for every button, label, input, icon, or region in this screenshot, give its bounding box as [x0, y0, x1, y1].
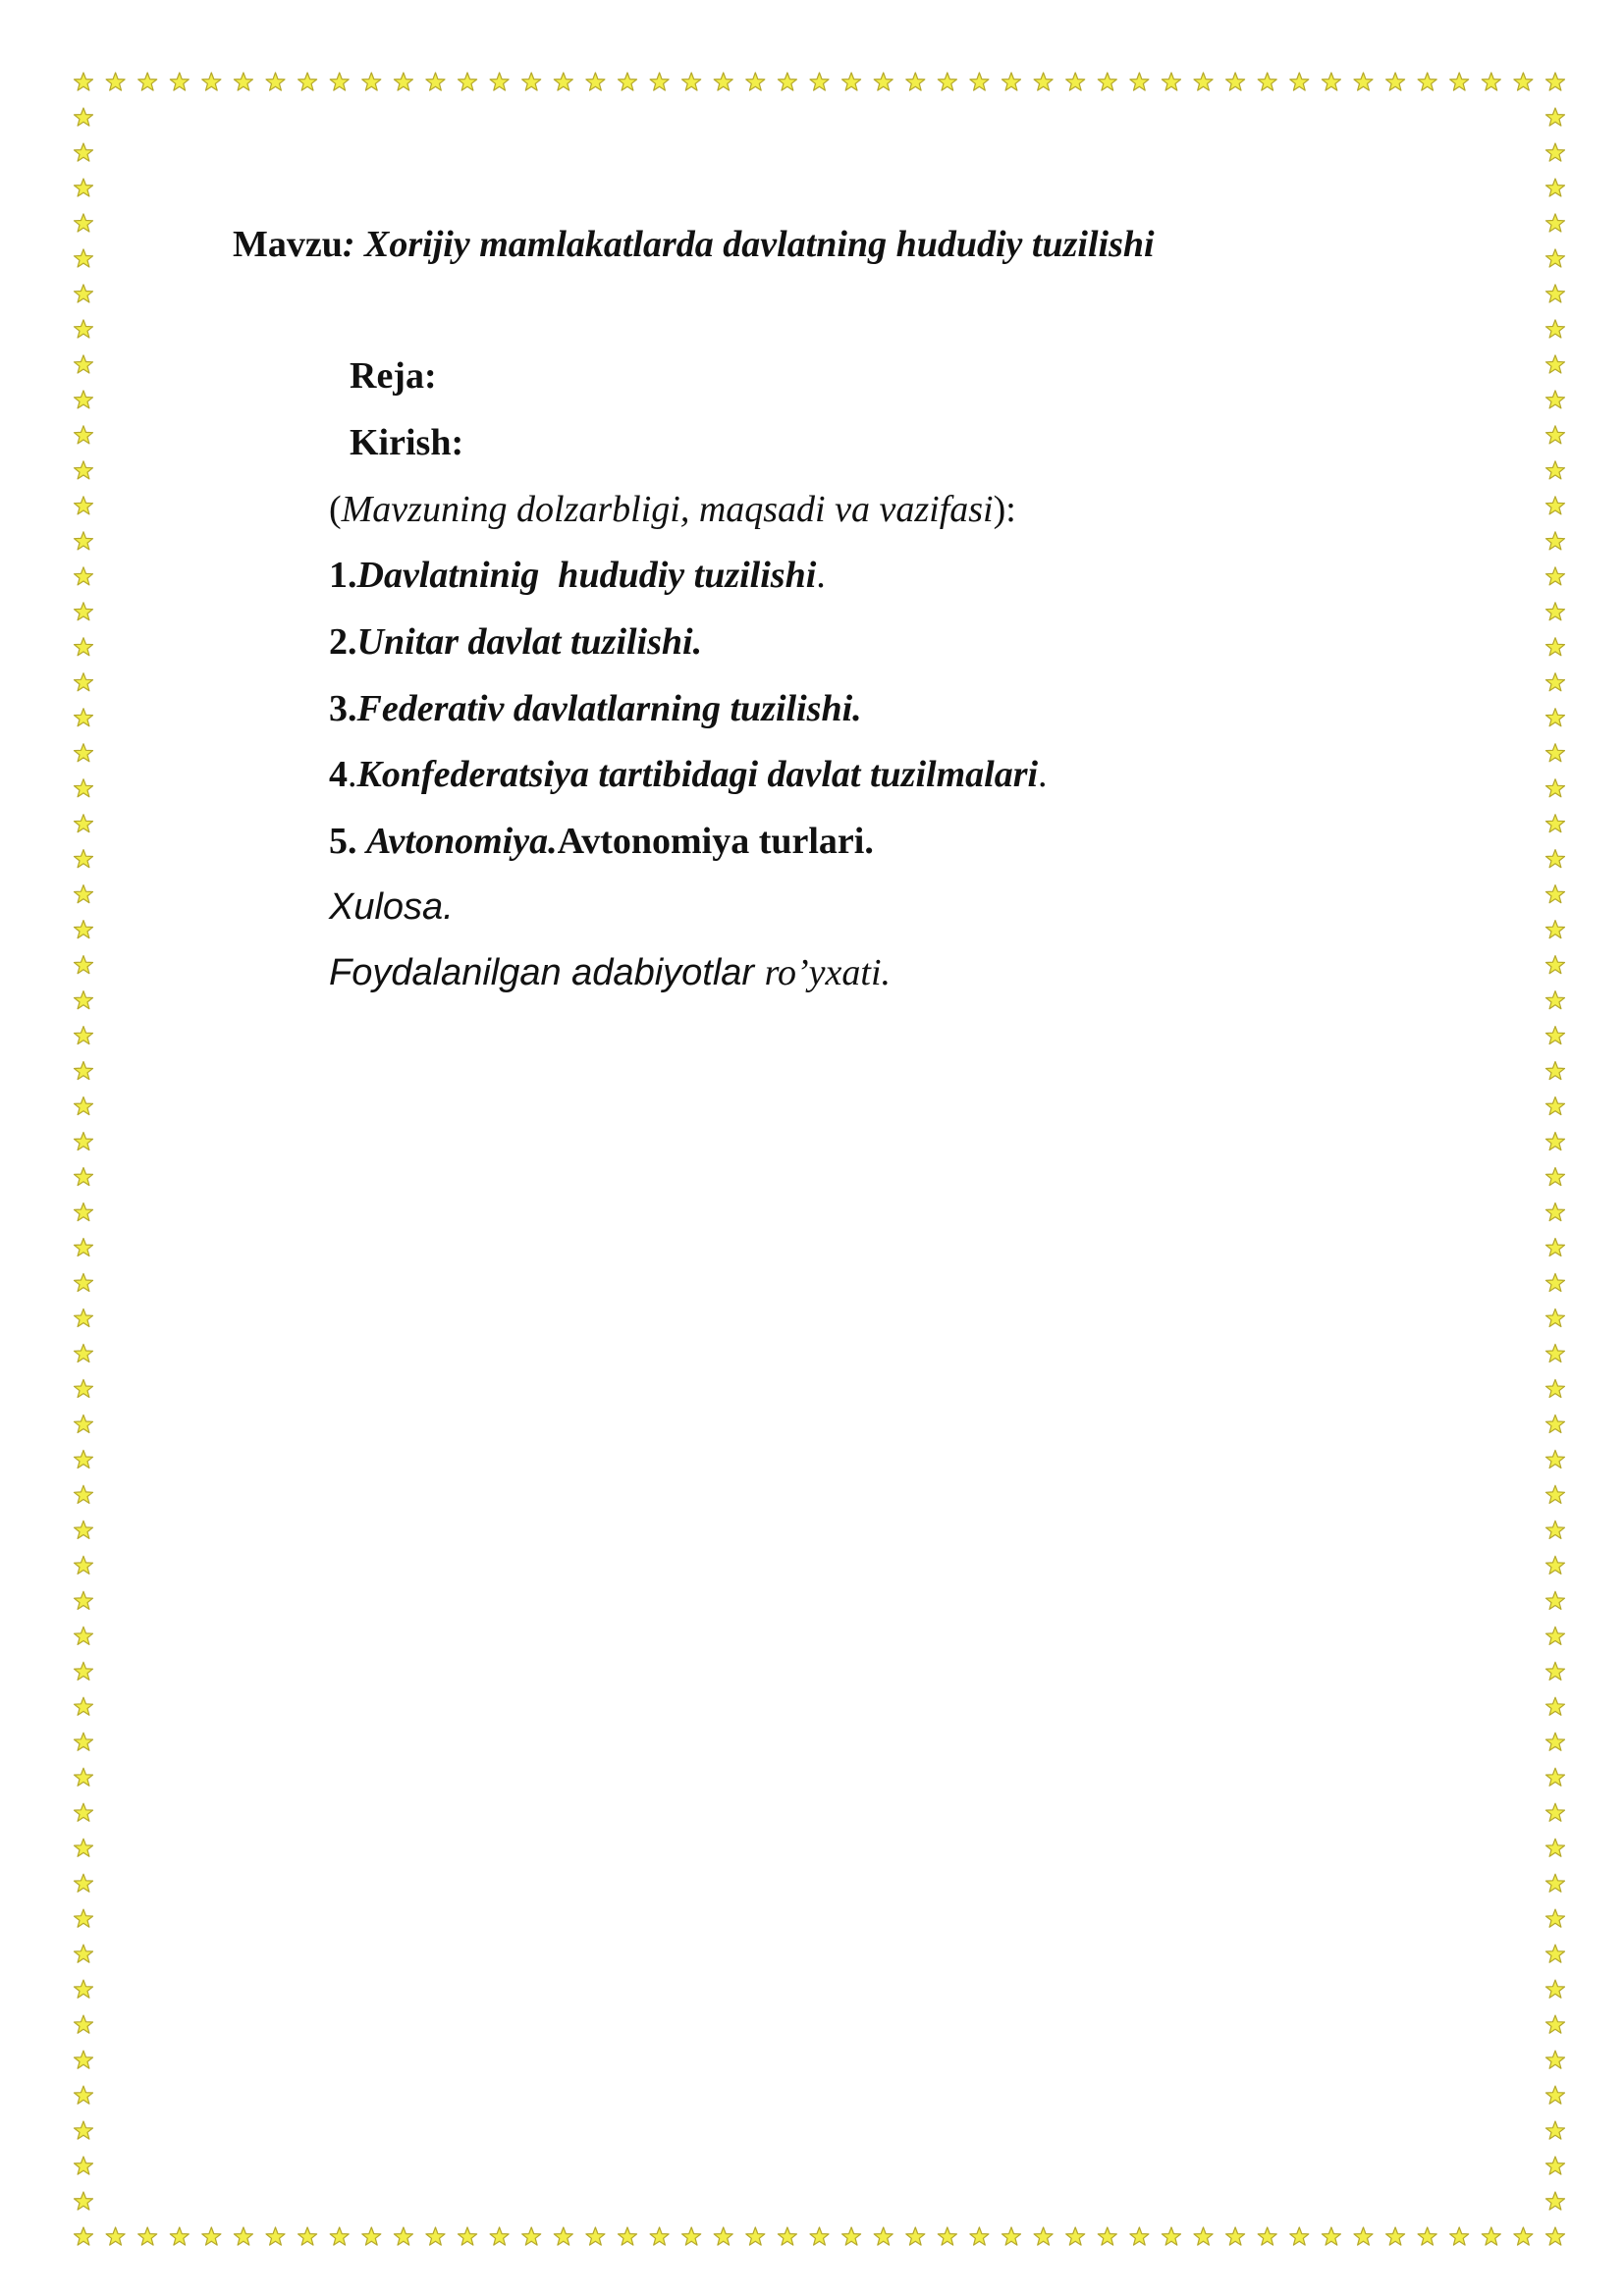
star-icon [1002, 2227, 1021, 2245]
plan-item-text: Davlatninig hududiy tuzilishi [356, 555, 817, 596]
star-icon [1546, 285, 1565, 302]
star-icon [938, 73, 956, 90]
star-icon [1546, 1591, 1565, 1609]
star-icon [1546, 603, 1565, 620]
star-icon [459, 73, 477, 90]
star-icon [586, 2227, 605, 2245]
star-icon [1066, 2227, 1085, 2245]
star-icon [75, 1874, 93, 1892]
star-icon [75, 143, 93, 161]
star-icon [1290, 73, 1309, 90]
star-icon [1098, 2227, 1116, 2245]
star-icon [202, 2227, 221, 2245]
star-icon [75, 391, 93, 408]
star-icon [1546, 1273, 1565, 1291]
plan-item-number: 1. [329, 555, 357, 596]
star-icon [138, 2227, 157, 2245]
star-icon [1386, 73, 1405, 90]
star-icon [1130, 2227, 1149, 2245]
star-icon [75, 461, 93, 479]
star-icon [1546, 2192, 1565, 2210]
intro-heading: Kirish: [350, 422, 464, 463]
star-icon [75, 1415, 93, 1432]
star-icon [75, 1379, 93, 1397]
star-icon [75, 1062, 93, 1080]
star-icon [1546, 709, 1565, 726]
star-icon [459, 2227, 477, 2245]
star-icon [1066, 73, 1085, 90]
star-icon [1546, 2121, 1565, 2139]
star-icon [75, 2157, 93, 2174]
star-icon [75, 1591, 93, 1609]
star-icon [426, 2227, 445, 2245]
star-icon [75, 1133, 93, 1150]
plan-item-5 [329, 823, 874, 860]
star-icon [1546, 73, 1565, 90]
star-icon [75, 1733, 93, 1750]
star-icon [490, 73, 509, 90]
plan-item-1 [329, 557, 826, 594]
title-label: Mavzu [233, 224, 343, 265]
star-icon [138, 73, 157, 90]
star-icon [1546, 1556, 1565, 1574]
star-icon [1546, 426, 1565, 444]
star-icon [1546, 2015, 1565, 2033]
star-icon [75, 1839, 93, 1856]
star-icon [842, 2227, 861, 2245]
star-icon [75, 2015, 93, 2033]
plan-item-suffix: . [816, 555, 826, 596]
plan-item-dot: . [348, 754, 357, 795]
conclusion: Xulosa. [329, 886, 454, 928]
star-icon [1354, 2227, 1373, 2245]
star-icon [1546, 1874, 1565, 1892]
plan-item-3 [329, 690, 862, 727]
star-icon [75, 673, 93, 691]
star-icon [1546, 1839, 1565, 1856]
star-icon [1546, 391, 1565, 408]
star-icon [1546, 179, 1565, 196]
star-icon [1546, 779, 1565, 797]
star-icon [75, 956, 93, 974]
star-icon [1546, 214, 1565, 232]
star-icon [682, 2227, 701, 2245]
plan-item-text: Unitar davlat tuzilishi. [356, 621, 703, 663]
star-icon [1130, 73, 1149, 90]
star-icon [1546, 1697, 1565, 1715]
plan-item-number: 3. [329, 688, 357, 729]
star-icon [75, 2086, 93, 2104]
star-icon [75, 1027, 93, 1044]
plan-item-2 [329, 623, 702, 661]
star-icon [1514, 73, 1533, 90]
star-icon [1258, 2227, 1276, 2245]
star-icon [75, 285, 93, 302]
plan-item-text: Federativ davlatlarning tuzilishi. [356, 688, 862, 729]
star-icon [810, 73, 829, 90]
star-icon [1418, 2227, 1436, 2245]
star-icon [75, 885, 93, 903]
star-icon [1322, 2227, 1340, 2245]
star-icon [75, 921, 93, 938]
star-icon [75, 709, 93, 726]
star-icon [75, 1273, 93, 1291]
star-icon [1386, 2227, 1405, 2245]
star-icon [1546, 532, 1565, 550]
star-icon [1034, 73, 1053, 90]
star-icon [75, 1768, 93, 1786]
star-icon [619, 2227, 637, 2245]
star-icon [75, 779, 93, 797]
star-icon [75, 1803, 93, 1821]
star-icon [970, 2227, 989, 2245]
star-icon [362, 2227, 381, 2245]
star-icon [1450, 73, 1469, 90]
star-icon [75, 1521, 93, 1538]
star-icon [1546, 1768, 1565, 1786]
star-icon [170, 2227, 189, 2245]
plan-item-number: 2. [329, 621, 357, 663]
star-icon [75, 1485, 93, 1503]
plan-item-suffix: . [1038, 754, 1048, 795]
star-icon [426, 73, 445, 90]
star-icon [75, 320, 93, 338]
star-icon [1546, 2227, 1565, 2245]
star-icon [106, 73, 125, 90]
star-icon [170, 73, 189, 90]
star-icon [75, 249, 93, 267]
star-icon [75, 1308, 93, 1326]
star-icon [202, 73, 221, 90]
star-icon [1354, 73, 1373, 90]
intro-note-open: ( [329, 489, 342, 530]
star-icon [650, 73, 669, 90]
star-icon [1546, 744, 1565, 762]
star-icon [1546, 1803, 1565, 1821]
star-icon [1546, 1308, 1565, 1326]
plan-item-text-a: Avtonomiya. [366, 821, 558, 862]
star-icon [75, 2051, 93, 2068]
star-icon [1546, 673, 1565, 691]
star-icon [619, 73, 637, 90]
star-icon [75, 567, 93, 585]
star-icon [1482, 2227, 1500, 2245]
star-icon [1546, 2086, 1565, 2104]
star-icon [75, 1097, 93, 1115]
star-icon [234, 2227, 252, 2245]
star-icon [75, 991, 93, 1009]
star-icon [746, 73, 765, 90]
star-icon [490, 2227, 509, 2245]
star-icon [874, 73, 893, 90]
star-icon [1546, 1945, 1565, 1962]
star-icon [842, 73, 861, 90]
star-icon [394, 73, 412, 90]
star-icon [714, 73, 732, 90]
star-icon [75, 1909, 93, 1927]
star-icon [970, 73, 989, 90]
star-icon [1546, 1733, 1565, 1750]
star-icon [1194, 2227, 1213, 2245]
plan-item-4 [329, 756, 1048, 793]
star-icon [1546, 991, 1565, 1009]
star-icon [586, 73, 605, 90]
star-icon [1546, 1662, 1565, 1680]
document-title [233, 226, 1155, 263]
star-icon [1098, 73, 1116, 90]
star-icon [1546, 850, 1565, 868]
star-icon [75, 1697, 93, 1715]
star-icon [234, 73, 252, 90]
star-icon [906, 73, 925, 90]
star-icon [75, 815, 93, 832]
references-part1: Foydalanilgan adabiyotlar [329, 952, 765, 993]
star-icon [906, 2227, 925, 2245]
star-icon [1546, 1485, 1565, 1503]
star-icon [1546, 2051, 1565, 2068]
plan-item-text: Konfederatsiya tartibidagi davlat tuzilmalari [356, 754, 1039, 795]
star-icon [1546, 1379, 1565, 1397]
star-icon [1546, 1097, 1565, 1115]
star-icon [1546, 1980, 1565, 1998]
star-icon [1546, 1062, 1565, 1080]
star-icon [522, 73, 541, 90]
star-icon [1546, 638, 1565, 656]
star-icon [75, 1980, 93, 1998]
star-icon [1226, 73, 1245, 90]
star-icon [330, 2227, 349, 2245]
star-icon [1546, 1627, 1565, 1644]
star-icon [1546, 956, 1565, 974]
star-icon [394, 2227, 412, 2245]
star-icon [362, 73, 381, 90]
star-icon [1322, 73, 1340, 90]
star-icon [75, 1662, 93, 1680]
star-icon [650, 2227, 669, 2245]
star-icon [75, 108, 93, 126]
title-colon: : [342, 224, 355, 265]
star-icon [1258, 73, 1276, 90]
star-icon [1546, 567, 1565, 585]
star-icon [75, 179, 93, 196]
star-icon [1546, 885, 1565, 903]
plan-heading: Reja: [350, 355, 437, 397]
star-icon [75, 1344, 93, 1362]
star-icon [1546, 320, 1565, 338]
references-part2: ro’yxati. [764, 952, 892, 993]
star-icon [1546, 143, 1565, 161]
star-icon [75, 1203, 93, 1221]
references [329, 954, 891, 991]
star-icon [1162, 2227, 1180, 2245]
star-icon [75, 1945, 93, 1962]
star-icon [1546, 497, 1565, 514]
star-icon [1546, 921, 1565, 938]
star-icon [1546, 815, 1565, 832]
intro-note [329, 491, 1016, 528]
star-icon [682, 73, 701, 90]
star-icon [1546, 1027, 1565, 1044]
star-icon [1226, 2227, 1245, 2245]
star-icon [1002, 73, 1021, 90]
star-icon [266, 73, 285, 90]
star-icon [1546, 1450, 1565, 1468]
star-icon [75, 73, 93, 90]
star-icon [714, 2227, 732, 2245]
star-icon [1546, 1909, 1565, 1927]
star-icon [1546, 355, 1565, 373]
star-icon [554, 73, 572, 90]
star-icon [1162, 73, 1180, 90]
star-icon [874, 2227, 893, 2245]
star-icon [75, 497, 93, 514]
star-icon [75, 2192, 93, 2210]
star-icon [298, 73, 317, 90]
star-icon [75, 2227, 93, 2245]
star-icon [1546, 1203, 1565, 1221]
star-icon [1450, 2227, 1469, 2245]
star-icon [1546, 1521, 1565, 1538]
star-icon [1546, 108, 1565, 126]
star-icon [106, 2227, 125, 2245]
star-icon [75, 2121, 93, 2139]
plan-item-number: 5. [329, 821, 366, 862]
star-icon [1546, 1415, 1565, 1432]
star-icon [1546, 1133, 1565, 1150]
intro-note-close: ): [993, 489, 1016, 530]
star-icon [1034, 2227, 1053, 2245]
plan-item-text-b: Avtonomiya turlari. [557, 821, 874, 862]
star-icon [522, 2227, 541, 2245]
star-icon [75, 426, 93, 444]
title-topic: Xorijiy mamlakatlarda davlatning hududiy tuzilishi [354, 224, 1155, 265]
intro-note-text: Mavzuning dolzarbligi, maqsadi va vazifasi [341, 489, 994, 530]
star-icon [1194, 73, 1213, 90]
star-icon [75, 638, 93, 656]
star-icon [1546, 461, 1565, 479]
star-icon [298, 2227, 317, 2245]
star-icon [1290, 2227, 1309, 2245]
star-icon [1418, 73, 1436, 90]
star-icon [1482, 73, 1500, 90]
star-icon [75, 1627, 93, 1644]
star-icon [1546, 2157, 1565, 2174]
star-icon [75, 1450, 93, 1468]
star-icon [1546, 249, 1565, 267]
star-icon [75, 214, 93, 232]
star-icon [75, 1239, 93, 1256]
star-icon [1546, 1239, 1565, 1256]
star-icon [75, 1556, 93, 1574]
star-icon [75, 1168, 93, 1186]
star-icon [330, 73, 349, 90]
star-icon [75, 603, 93, 620]
star-icon [778, 73, 796, 90]
star-icon [938, 2227, 956, 2245]
plan-item-number: 4 [329, 754, 348, 795]
star-icon [1514, 2227, 1533, 2245]
star-icon [746, 2227, 765, 2245]
star-icon [75, 850, 93, 868]
star-icon [1546, 1168, 1565, 1186]
star-icon [1546, 1344, 1565, 1362]
star-icon [266, 2227, 285, 2245]
star-icon [75, 744, 93, 762]
star-icon [75, 532, 93, 550]
star-icon [554, 2227, 572, 2245]
star-icon [810, 2227, 829, 2245]
star-icon [778, 2227, 796, 2245]
star-icon [75, 355, 93, 373]
